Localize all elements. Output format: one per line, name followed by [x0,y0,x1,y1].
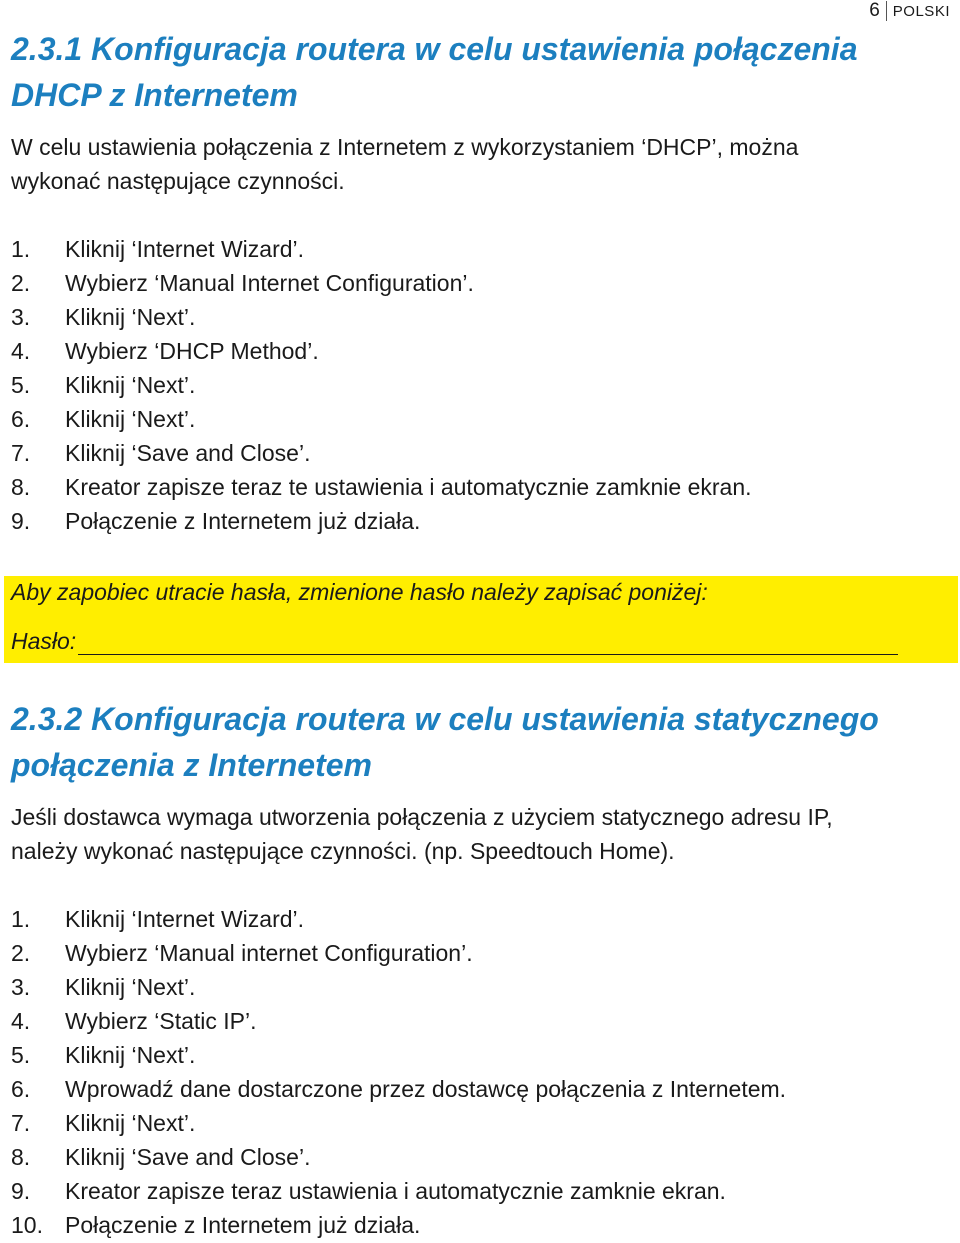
list-item [11,232,752,266]
step-number: 6. [11,1076,31,1102]
step-number: 8. [11,474,31,500]
step-text: Kliknij ‘Save and Close’. [65,440,311,466]
list-item [11,1038,786,1072]
step-text: Kliknij ‘Save and Close’. [65,1144,311,1170]
section1-intro [11,130,931,198]
step-number: 4. [11,1008,31,1034]
section2-steps [11,902,786,1242]
step-number: 5. [11,372,31,398]
step-number: 1. [11,236,31,262]
section2-title-line1: 2.3.2 Konfiguracja routera w celu ustawienia statycznego [11,701,879,737]
list-item [11,504,752,538]
step-text: Połączenie z Internetem już działa. [65,1212,421,1238]
step-text: Kliknij ‘Internet Wizard’. [65,906,305,932]
password-notice-box [4,576,958,663]
list-item [11,1106,786,1140]
step-number: 3. [11,304,31,330]
list-item [11,266,752,300]
section2-title-line2: połączenia z Internetem [11,747,372,783]
section1-intro-line1: W celu ustawienia połączenia z Internetem z wykorzystaniem ‘DHCP’, można [11,134,799,160]
list-item [11,402,752,436]
step-number: 7. [11,440,31,466]
step-number: 6. [11,406,31,432]
section1-title [11,26,941,118]
step-text: Wybierz ‘DHCP Method’. [65,338,319,364]
password-notice-text: Aby zapobiec utracie hasła, zmienione hasło należy zapisać poniżej: [11,579,708,605]
step-number: 9. [11,1178,31,1204]
step-text: Kliknij ‘Next’. [65,1110,196,1136]
section2-title [11,696,941,788]
page-header [869,0,950,22]
section2-intro-line2: należy wykonać następujące czynności. (np. Speedtouch Home). [11,838,675,864]
list-item [11,1208,786,1242]
list-item [11,1140,786,1174]
section1-title-line1: 2.3.1 Konfiguracja routera w celu ustawienia połączenia [11,31,858,67]
step-text: Kliknij ‘Next’. [65,372,196,398]
step-text: Kreator zapisze teraz te ustawienia i automatycznie zamknie ekran. [65,474,752,500]
step-text: Połączenie z Internetem już działa. [65,508,421,534]
section1-intro-line2: wykonać następujące czynności. [11,168,345,194]
step-number: 7. [11,1110,31,1136]
list-item [11,470,752,504]
step-number: 5. [11,1042,31,1068]
page-number: 6 [869,1,887,21]
list-item [11,334,752,368]
list-item [11,902,786,936]
step-number: 2. [11,270,31,296]
list-item [11,1072,786,1106]
step-text: Wybierz ‘Static IP’. [65,1008,257,1034]
list-item [11,1004,786,1038]
section1-title-line2: DHCP z Internetem [11,77,298,113]
language-label: POLSKI [892,2,950,20]
step-number: 9. [11,508,31,534]
step-text: Wybierz ‘Manual Internet Configuration’. [65,270,474,296]
step-text: Kliknij ‘Next’. [65,304,196,330]
step-number: 3. [11,974,31,1000]
list-item [11,436,752,470]
step-text: Kliknij ‘Next’. [65,406,196,432]
section2-intro [11,800,931,868]
step-number: 2. [11,940,31,966]
step-text: Wybierz ‘Manual internet Configuration’. [65,940,473,966]
section2-intro-line1: Jeśli dostawca wymaga utworzenia połączenia z użyciem statycznego adresu IP, [11,804,833,830]
step-number: 4. [11,338,31,364]
step-text: Kliknij ‘Internet Wizard’. [65,236,305,262]
step-text: Kliknij ‘Next’. [65,974,196,1000]
step-text: Kliknij ‘Next’. [65,1042,196,1068]
password-write-line[interactable] [78,628,898,655]
password-row [11,628,898,655]
list-item [11,300,752,334]
step-number: 10. [11,1212,43,1238]
step-number: 8. [11,1144,31,1170]
section1-steps [11,232,752,538]
list-item [11,368,752,402]
password-label: Hasło: [11,628,77,654]
step-text: Wprowadź dane dostarczone przez dostawcę połączenia z Internetem. [65,1076,787,1102]
list-item [11,936,786,970]
list-item [11,1174,786,1208]
list-item [11,970,786,1004]
step-text: Kreator zapisze teraz ustawienia i automatycznie zamknie ekran. [65,1178,726,1204]
step-number: 1. [11,906,31,932]
